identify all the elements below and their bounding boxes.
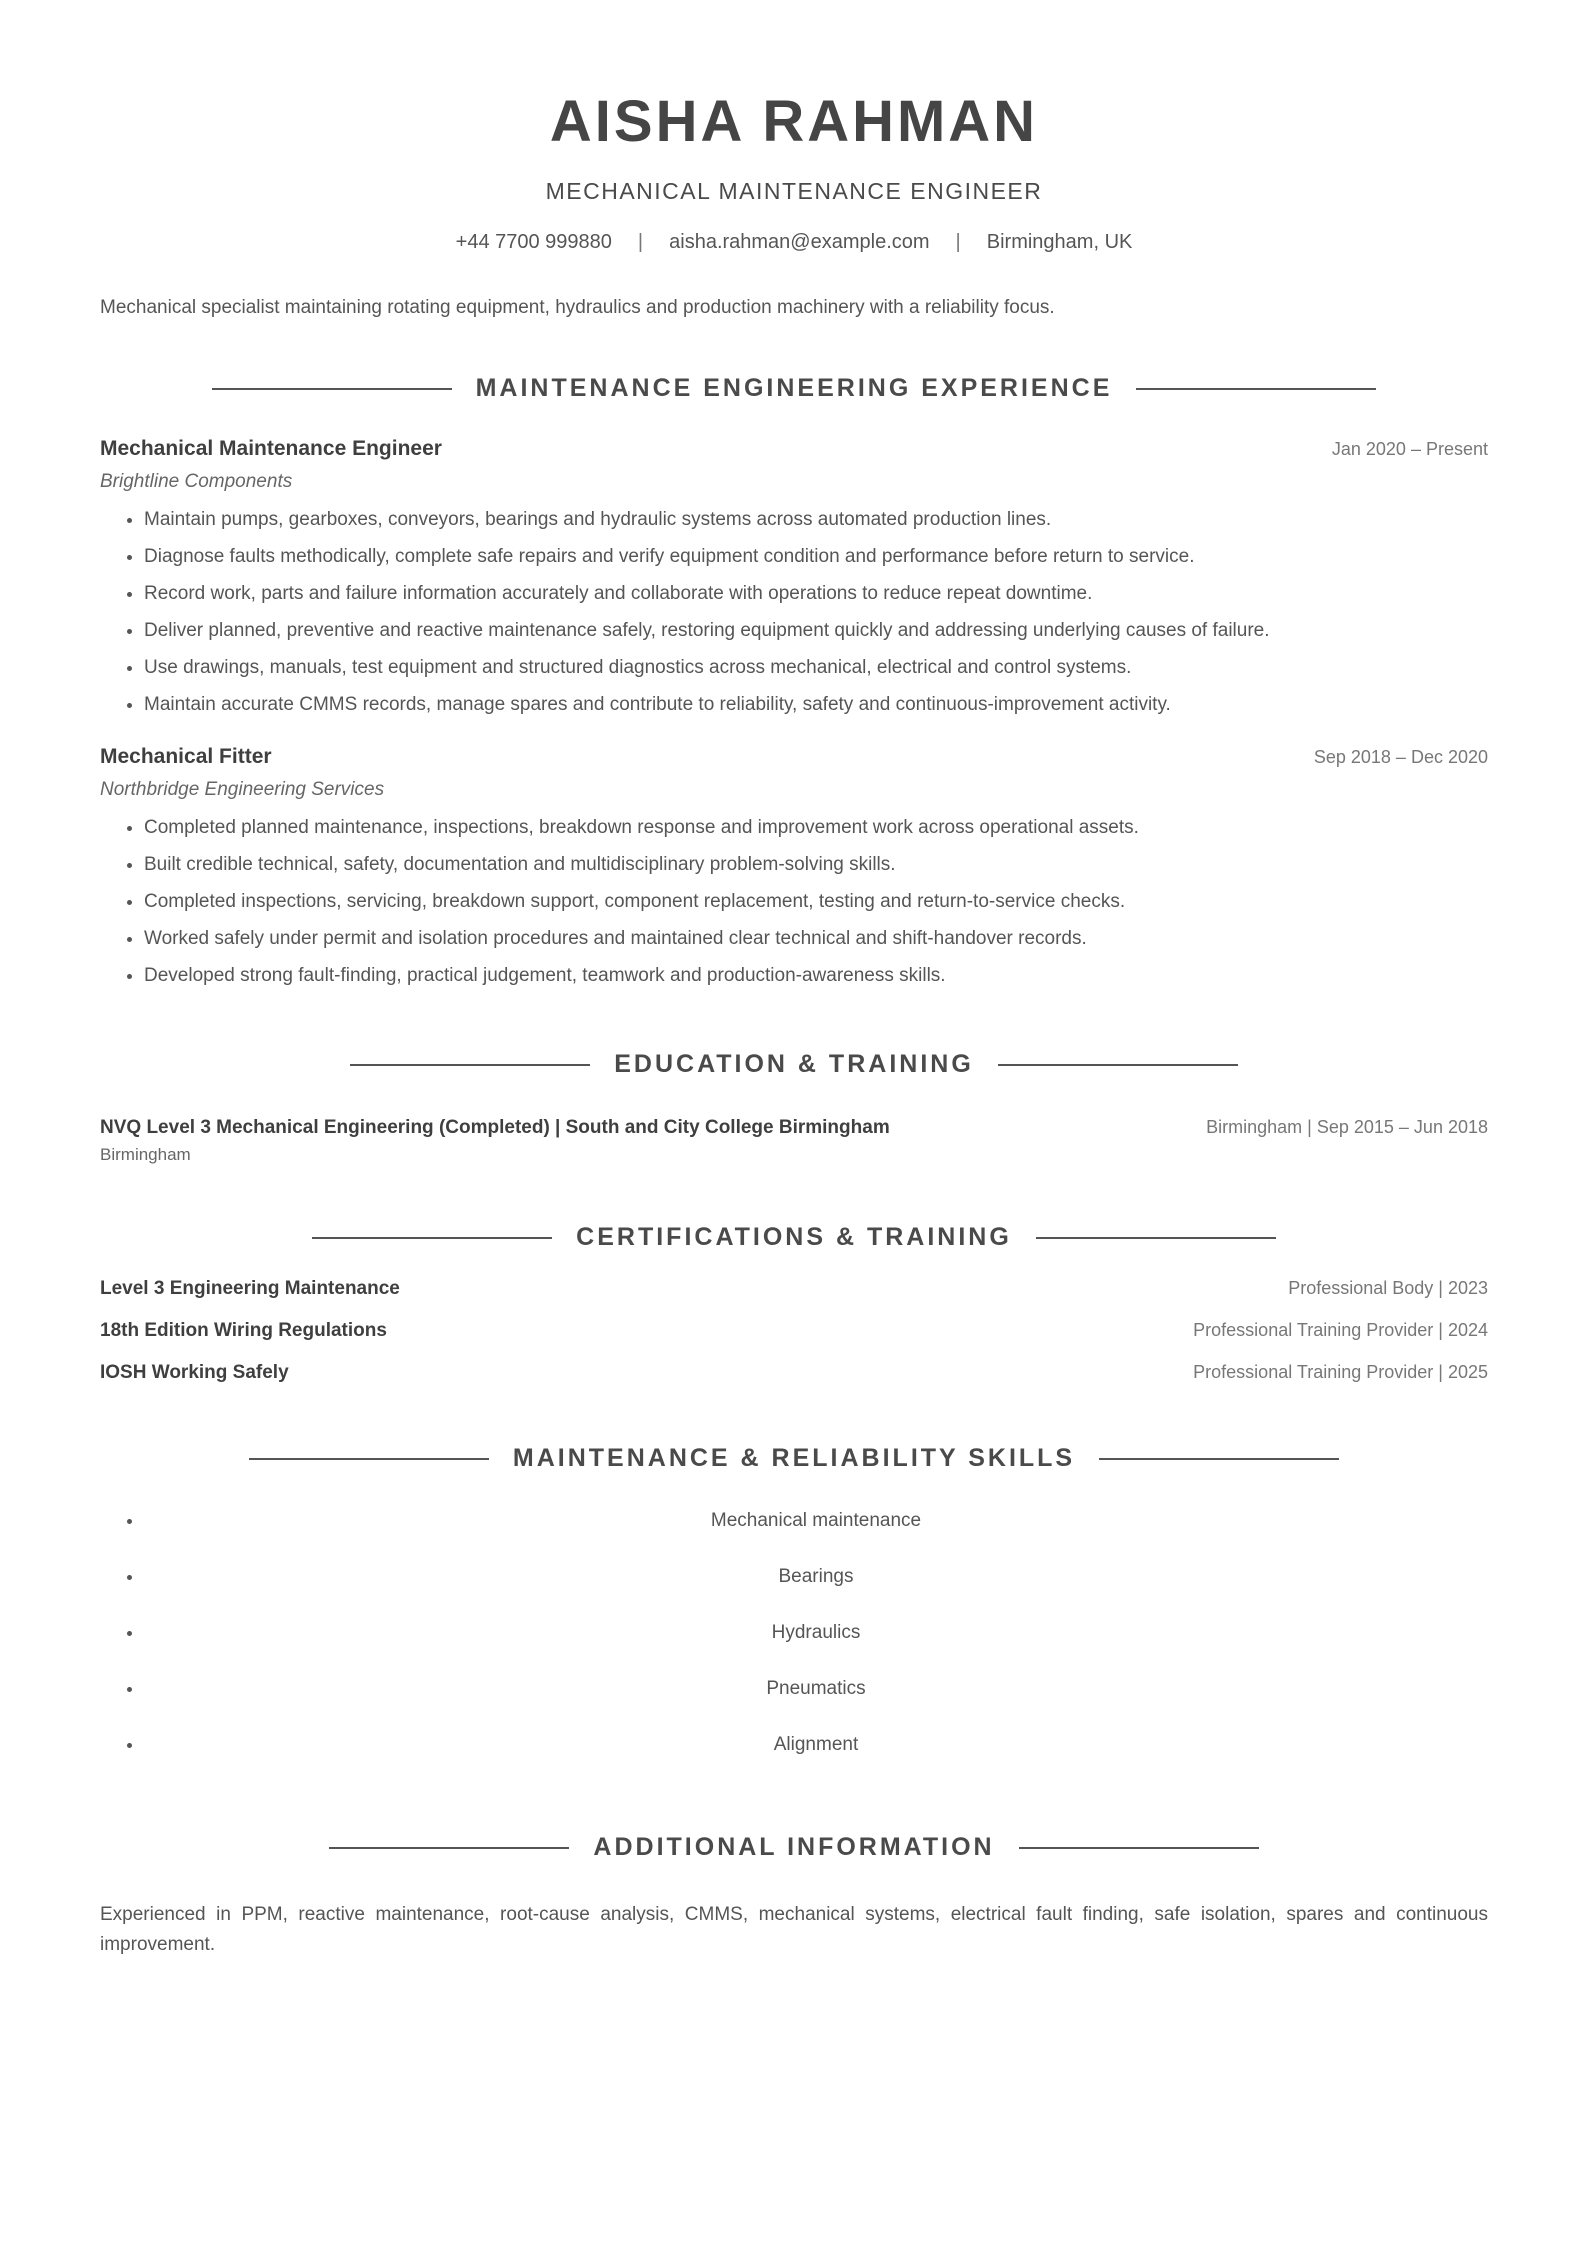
job-bullet: • Completed inspections, servicing, breakdown support, component replacement, testing and return-to-service checks. [144,883,1488,920]
job-header [100,745,1488,769]
job-title: Mechanical Fitter [100,745,272,768]
job-bullet: • Diagnose faults methodically, complete safe repairs and verify equipment condition and performance before return to service. [144,538,1488,575]
education-meta: Birmingham | Sep 2015 – Jun 2018 [1206,1117,1488,1137]
certification-item [100,1362,1488,1404]
heading-rule-right [998,1064,1238,1066]
education-entry [100,1117,1488,1165]
job-bullet: • Maintain pumps, gearboxes, conveyors, bearings and hydraulic systems across automated production lines. [144,501,1488,538]
heading-rule-left [329,1847,569,1849]
certification-meta: Professional Training Provider | 2025 [1193,1362,1488,1382]
skill-item: • Mechanical maintenance [144,1493,1488,1549]
contact-email: aisha.rahman@example.com [669,231,930,253]
section-heading-education [100,1050,1488,1079]
job-entry [100,437,1488,723]
job-bullet: • Built credible technical, safety, documentation and multidisciplinary problem-solving skills. [144,846,1488,883]
certification-meta: Professional Body | 2023 [1288,1278,1488,1298]
section-heading-experience [100,374,1488,403]
education-title: NVQ Level 3 Mechanical Engineering (Completed) | South and City College Birmingham [100,1117,890,1138]
section-title-certifications: CERTIFICATIONS & TRAINING [576,1223,1012,1251]
education-header [100,1117,1488,1139]
certification-list [100,1278,1488,1404]
heading-rule-right [1019,1847,1259,1849]
section-title-education: EDUCATION & TRAINING [614,1050,974,1078]
job-bullet: • Deliver planned, preventive and reactive maintenance safely, restoring equipment quickly and addressing underlying causes of failure. [144,612,1488,649]
section-heading-additional [100,1833,1488,1862]
additional-text: Experienced in PPM, reactive maintenance, root-cause analysis, CMMS, mechanical systems, electrical fault finding, safe isolation, spares and continuous improvement. [100,1904,1488,1955]
job-bullet: • Use drawings, manuals, test equipment and structured diagnostics across mechanical, electrical and control systems. [144,649,1488,686]
contact-phone: +44 7700 999880 [455,231,612,253]
job-bullets [100,809,1488,994]
job-bullet: • Record work, parts and failure information accurately and collaborate with operations to reduce repeat downtime. [144,575,1488,612]
candidate-name: AISHA RAHMAN [549,89,1039,154]
job-dates: Sep 2018 – Dec 2020 [1313,747,1488,767]
job-dates: Jan 2020 – Present [1331,439,1488,459]
job-bullet: • Maintain accurate CMMS records, manage spares and contribute to reliability, safety and continuous-improvement activity. [144,686,1488,723]
contact-separator: | [637,231,644,253]
section-heading-skills [100,1444,1488,1473]
education-location: Birmingham [100,1145,191,1164]
heading-rule-left [212,388,452,390]
job-header [100,437,1488,461]
heading-rule-left [249,1458,489,1460]
certification-item [100,1278,1488,1320]
section-title-additional: ADDITIONAL INFORMATION [593,1833,995,1861]
skill-item: • Alignment [144,1717,1488,1773]
job-bullet: • Developed strong fault-finding, practical judgement, teamwork and production-awareness skills. [144,957,1488,994]
certification-name: Level 3 Engineering Maintenance [100,1278,400,1299]
section-heading-certifications [100,1223,1488,1252]
job-title: Mechanical Maintenance Engineer [100,437,442,460]
heading-rule-right [1036,1237,1276,1239]
job-company: Northbridge Engineering Services [100,779,385,800]
profile-summary: Mechanical specialist maintaining rotating equipment, hydraulics and production machinery with a reliability focus. [100,297,1055,318]
job-entry [100,745,1488,994]
skill-item: • Pneumatics [144,1661,1488,1717]
heading-rule-left [350,1064,590,1066]
heading-rule-left [312,1237,552,1239]
certification-meta: Professional Training Provider | 2024 [1193,1320,1488,1340]
skill-item: • Hydraulics [144,1605,1488,1661]
certification-name: IOSH Working Safely [100,1362,289,1383]
certification-name: 18th Edition Wiring Regulations [100,1320,387,1341]
candidate-role: MECHANICAL MAINTENANCE ENGINEER [545,178,1043,204]
heading-rule-right [1136,388,1376,390]
certification-item [100,1320,1488,1362]
section-title-experience: MAINTENANCE ENGINEERING EXPERIENCE [475,374,1113,402]
job-company: Brightline Components [100,471,293,492]
skills-list [100,1493,1488,1773]
contact-line [100,228,1488,256]
job-bullet: • Worked safely under permit and isolation procedures and maintained clear technical and shift-handover records. [144,920,1488,957]
contact-separator: | [955,231,961,253]
job-bullets [100,501,1488,723]
job-bullet: • Completed planned maintenance, inspections, breakdown response and improvement work across operational assets. [144,809,1488,846]
section-title-skills: MAINTENANCE & RELIABILITY SKILLS [512,1444,1076,1472]
contact-location: Birmingham, UK [986,231,1133,253]
heading-rule-right [1099,1458,1339,1460]
skill-item: • Bearings [144,1549,1488,1605]
